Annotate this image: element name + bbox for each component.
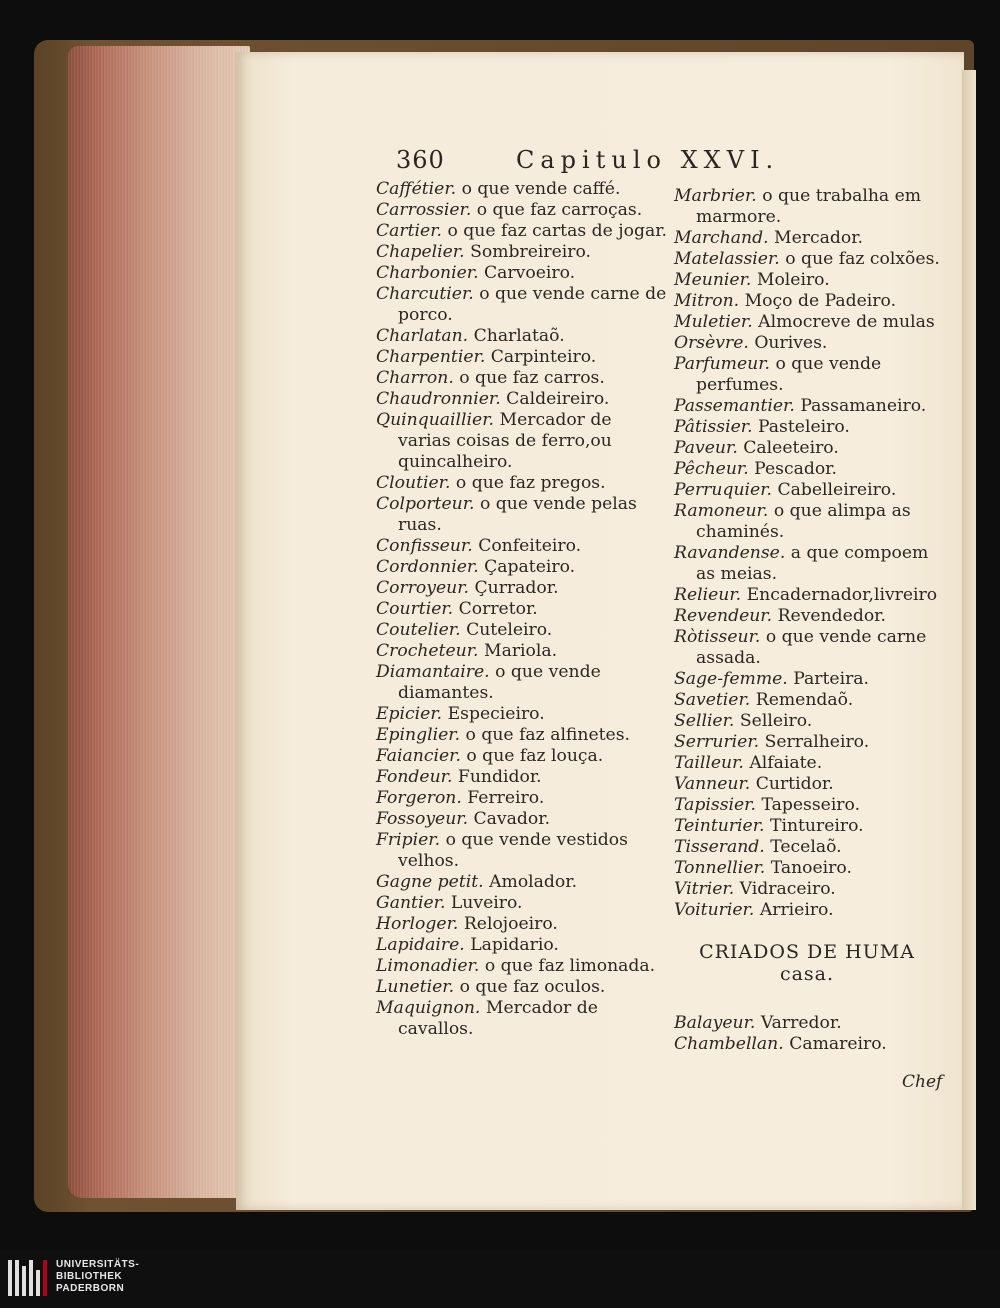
entry-definition: Luveiro.: [450, 893, 523, 913]
dictionary-entry: [674, 900, 940, 921]
entry-term: Lapidaire.: [376, 935, 465, 955]
right-entries: [674, 186, 940, 921]
entry-term: Tapissier.: [674, 795, 756, 815]
dictionary-entry: [674, 354, 940, 396]
entry-definition: Fundidor.: [457, 767, 542, 787]
dictionary-entry: [674, 816, 940, 837]
dictionary-entry: [376, 494, 668, 536]
entry-term: Tisserand.: [674, 837, 765, 857]
entry-definition: Caldeireiro.: [506, 389, 610, 409]
entry-term: Epinglier.: [376, 725, 461, 745]
entry-term: Pêcheur.: [674, 459, 749, 479]
library-footer: [0, 1250, 1000, 1308]
entry-definition: Passamaneiro.: [800, 396, 927, 416]
entry-term: Colporteur.: [376, 494, 475, 514]
library-logo-icon: [6, 1256, 50, 1300]
entry-definition: Amolador.: [489, 872, 578, 892]
entry-definition: Moço de Padeiro.: [744, 291, 897, 311]
entry-term: Marchand.: [674, 228, 769, 248]
running-head: [396, 146, 896, 178]
entry-term: Teinturier.: [674, 816, 765, 836]
entry-definition: Confeiteiro.: [478, 536, 582, 556]
entry-definition: o que trabalha em marmore.: [696, 186, 922, 227]
dictionary-entry: [674, 312, 940, 333]
entry-term: Charlatan.: [376, 326, 469, 346]
entry-term: Vanneur.: [674, 774, 751, 794]
dictionary-entry: [376, 347, 668, 368]
entry-definition: Tintureiro.: [770, 816, 864, 836]
entry-term: Charcutier.: [376, 284, 474, 304]
dictionary-entry: [376, 326, 668, 347]
entry-definition: Vidraceiro.: [739, 879, 836, 899]
entry-term: Gagne petit.: [376, 872, 484, 892]
entry-term: Tonnellier.: [674, 858, 766, 878]
library-name-line3: PADERBORN: [56, 1283, 125, 1294]
entry-definition: o que vende vestidos velhos.: [398, 830, 628, 871]
dictionary-entry: [674, 879, 940, 900]
entry-term: Forgeron.: [376, 788, 462, 808]
entry-term: Fripier.: [376, 830, 441, 850]
library-name: [56, 1259, 139, 1295]
dictionary-entry: [674, 186, 940, 228]
dictionary-entry: [376, 368, 668, 389]
entry-definition: o que vende carne de porco.: [398, 284, 667, 325]
dictionary-entry: [674, 396, 940, 417]
dictionary-entry: [674, 459, 940, 480]
dictionary-entry: [376, 662, 668, 704]
entry-term: Voiturier.: [674, 900, 755, 920]
entry-definition: Sombreireiro.: [470, 242, 591, 262]
entry-definition: Serralheiro.: [764, 732, 870, 752]
entry-definition: o que vende pelas ruas.: [398, 494, 637, 535]
entry-definition: o que vende diamantes.: [398, 662, 601, 703]
entry-term: Courtier.: [376, 599, 454, 619]
entry-term: Tailleur.: [674, 753, 744, 773]
entry-term: Ravandense.: [674, 543, 786, 563]
entry-term: Horloger.: [376, 914, 459, 934]
entry-term: Sellier.: [674, 711, 735, 731]
entry-definition: o que faz limonada.: [484, 956, 656, 976]
dictionary-entry: [376, 578, 668, 599]
dictionary-entry: [376, 977, 668, 998]
entry-term: Carrossier.: [376, 200, 472, 220]
entry-definition: Almocreve de mulas: [758, 312, 935, 332]
dictionary-entry: [376, 200, 668, 221]
entry-term: Corroyeur.: [376, 578, 470, 598]
entry-definition: o que faz carros.: [459, 368, 605, 388]
entry-definition: Tecelaõ.: [770, 837, 842, 857]
dictionary-entry: [674, 270, 940, 291]
dictionary-entry: [376, 620, 668, 641]
entry-term: Ròtisseur.: [674, 627, 761, 647]
entry-definition: Lapidario.: [470, 935, 559, 955]
dictionary-entry: [376, 830, 668, 872]
entry-definition: o que faz colxões.: [785, 249, 940, 269]
dictionary-entry: [376, 704, 668, 725]
dictionary-entry: [674, 690, 940, 711]
entry-definition: Mariola.: [484, 641, 558, 661]
dictionary-entry: [376, 263, 668, 284]
dictionary-entry: [376, 557, 668, 578]
entry-term: Muletier.: [674, 312, 753, 332]
dictionary-entry: [674, 249, 940, 270]
dictionary-entry: [376, 221, 668, 242]
entry-term: Matelassier.: [674, 249, 780, 269]
entry-term: Serrurier.: [674, 732, 760, 752]
entry-definition: Revendedor.: [777, 606, 886, 626]
entry-definition: Cuteleiro.: [466, 620, 553, 640]
entry-term: Charbonier.: [376, 263, 479, 283]
dictionary-entry: [376, 935, 668, 956]
dictionary-entry: [674, 543, 940, 585]
entry-definition: o que vende caffé.: [461, 179, 621, 199]
entry-definition: Varredor.: [760, 1013, 842, 1033]
entry-term: Fossoyeur.: [376, 809, 469, 829]
dictionary-entry: [376, 767, 668, 788]
entry-term: Fondeur.: [376, 767, 453, 787]
entry-term: Chambellan.: [674, 1034, 784, 1054]
entry-term: Revendeur.: [674, 606, 773, 626]
entry-definition: Carvoeiro.: [484, 263, 576, 283]
next-page-edge: [962, 70, 976, 1210]
entry-term: Passemantier.: [674, 396, 795, 416]
dictionary-entry: [376, 473, 668, 494]
entry-term: Relieur.: [674, 585, 742, 605]
entry-term: Coutelier.: [376, 620, 461, 640]
page-edges: [68, 46, 250, 1198]
entry-term: Chaudronnier.: [376, 389, 501, 409]
entry-term: Marbrier.: [674, 186, 757, 206]
entry-term: Balayeur.: [674, 1013, 756, 1033]
entry-term: Epicier.: [376, 704, 443, 724]
entry-definition: a que compoem as meias.: [696, 543, 929, 584]
dictionary-entry: [376, 746, 668, 767]
dictionary-entry: [376, 788, 668, 809]
entry-term: Lunetier.: [376, 977, 455, 997]
dictionary-entry: [674, 711, 940, 732]
entry-term: Limonadier.: [376, 956, 480, 976]
entry-definition: o que faz alfinetes.: [465, 725, 631, 745]
dictionary-entry: [376, 914, 668, 935]
dictionary-entry: [376, 242, 668, 263]
left-column: [376, 179, 668, 1040]
dictionary-entry: [674, 1034, 940, 1055]
entry-definition: Cabelleireiro.: [777, 480, 897, 500]
entry-term: Sage-femme.: [674, 669, 788, 689]
entry-term: Confisseur.: [376, 536, 473, 556]
chapter-title: Capitulo XXVI.: [516, 146, 780, 174]
entry-term: Cloutier.: [376, 473, 451, 493]
entry-definition: o que vende carne assada.: [696, 627, 927, 668]
entry-term: Orsèvre.: [674, 333, 749, 353]
entry-definition: Tapesseiro.: [761, 795, 861, 815]
entry-definition: Ferreiro.: [467, 788, 545, 808]
entry-definition: o que alimpa as chaminés.: [696, 501, 911, 542]
entry-definition: Relojoeiro.: [463, 914, 558, 934]
entry-term: Chapelier.: [376, 242, 465, 262]
entry-term: Cartier.: [376, 221, 442, 241]
entry-term: Vitrier.: [674, 879, 735, 899]
entry-definition: Pasteleiro.: [758, 417, 850, 437]
dictionary-entry: [674, 438, 940, 459]
section-heading-line2: casa.: [779, 963, 835, 985]
entry-definition: Selleiro.: [739, 711, 813, 731]
entry-definition: Mercador de varias coisas de ferro,ou quincalheiro.: [398, 410, 612, 472]
dictionary-entry: [674, 291, 940, 312]
entry-definition: Carpinteiro.: [490, 347, 597, 367]
dictionary-entry: [674, 585, 940, 606]
section-heading-line1: CRIADOS DE HUMA: [699, 941, 915, 963]
dictionary-entry: [376, 809, 668, 830]
entry-term: Crocheteur.: [376, 641, 479, 661]
entry-definition: o que vende perfumes.: [696, 354, 882, 395]
dictionary-entry: [674, 333, 940, 354]
entry-definition: Arrieiro.: [759, 900, 834, 920]
dictionary-entry: [674, 858, 940, 879]
dictionary-entry: [376, 536, 668, 557]
entry-term: Charron.: [376, 368, 454, 388]
dictionary-entry: [376, 998, 668, 1040]
entry-definition: Corretor.: [458, 599, 538, 619]
entry-definition: o que faz pregos.: [455, 473, 606, 493]
dictionary-entry: [376, 284, 668, 326]
entry-definition: Ourives.: [754, 333, 828, 353]
dictionary-entry: [376, 389, 668, 410]
entry-definition: Pescador.: [754, 459, 837, 479]
entry-definition: Tanoeiro.: [770, 858, 852, 878]
entry-definition: Curtidor.: [755, 774, 834, 794]
dictionary-entry: [376, 893, 668, 914]
entry-definition: o que faz carroças.: [476, 200, 643, 220]
entry-definition: o que faz louça.: [466, 746, 604, 766]
page-number: 360: [396, 146, 445, 174]
entry-term: Perruquier.: [674, 480, 772, 500]
entry-term: Pâtissier.: [674, 417, 753, 437]
entry-definition: Parteira.: [793, 669, 870, 689]
entry-definition: Mercador.: [774, 228, 864, 248]
dictionary-entry: [674, 501, 940, 543]
entry-definition: Alfaiate.: [749, 753, 823, 773]
dictionary-entry: [674, 753, 940, 774]
entry-definition: Remendaõ.: [755, 690, 854, 710]
entry-definition: Moleiro.: [756, 270, 830, 290]
entry-term: Charpentier.: [376, 347, 486, 367]
entry-definition: Charlataõ.: [473, 326, 565, 346]
dictionary-entry: [674, 774, 940, 795]
entry-definition: Çapateiro.: [484, 557, 576, 577]
dictionary-entry: [674, 837, 940, 858]
dictionary-entry: [674, 795, 940, 816]
entry-definition: Encadernador,livreiro: [746, 585, 938, 605]
entry-definition: Camareiro.: [789, 1034, 887, 1054]
entry-definition: Çurrador.: [474, 578, 559, 598]
section-entries: [674, 1013, 940, 1055]
entry-definition: Mercador de cavallos.: [398, 998, 598, 1039]
dictionary-entry: [674, 228, 940, 249]
dictionary-entry: [376, 872, 668, 893]
entry-term: Ramoneur.: [674, 501, 769, 521]
dictionary-entry: [376, 725, 668, 746]
dictionary-entry: [674, 732, 940, 753]
dictionary-entry: [674, 417, 940, 438]
entry-definition: o que faz oculos.: [459, 977, 606, 997]
entry-term: Faiancier.: [376, 746, 461, 766]
entry-definition: o que faz cartas de jogar.: [447, 221, 667, 241]
dictionary-entry: [376, 599, 668, 620]
entry-term: Diamantaire.: [376, 662, 490, 682]
entry-term: Paveur.: [674, 438, 738, 458]
dictionary-entry: [376, 179, 668, 200]
entry-term: Cordonnier.: [376, 557, 479, 577]
catchword: Chef: [902, 1072, 943, 1092]
entry-term: Mitron.: [674, 291, 740, 311]
dictionary-entry: [674, 627, 940, 669]
entry-term: Caffétier.: [376, 179, 457, 199]
dictionary-entry: [376, 956, 668, 977]
library-name-line2: BIBLIOTHEK: [56, 1271, 123, 1282]
entry-definition: Especieiro.: [447, 704, 545, 724]
dictionary-entry: [674, 606, 940, 627]
entry-definition: Cavador.: [473, 809, 551, 829]
section-heading: [674, 941, 940, 985]
dictionary-entry: [674, 480, 940, 501]
entry-term: Savetier.: [674, 690, 751, 710]
right-column: [674, 186, 940, 1055]
dictionary-entry: [376, 641, 668, 662]
dictionary-entry: [376, 410, 668, 473]
entry-term: Gantier.: [376, 893, 446, 913]
entry-term: Quinquaillier.: [376, 410, 494, 430]
dictionary-entry: [674, 669, 940, 690]
dictionary-entry: [674, 1013, 940, 1034]
entry-term: Meunier.: [674, 270, 752, 290]
entry-term: Parfumeur.: [674, 354, 771, 374]
entry-definition: Caleeteiro.: [743, 438, 839, 458]
library-name-line1: UNIVERSITÄTS-: [56, 1259, 140, 1270]
entry-term: Maquignon.: [376, 998, 481, 1018]
